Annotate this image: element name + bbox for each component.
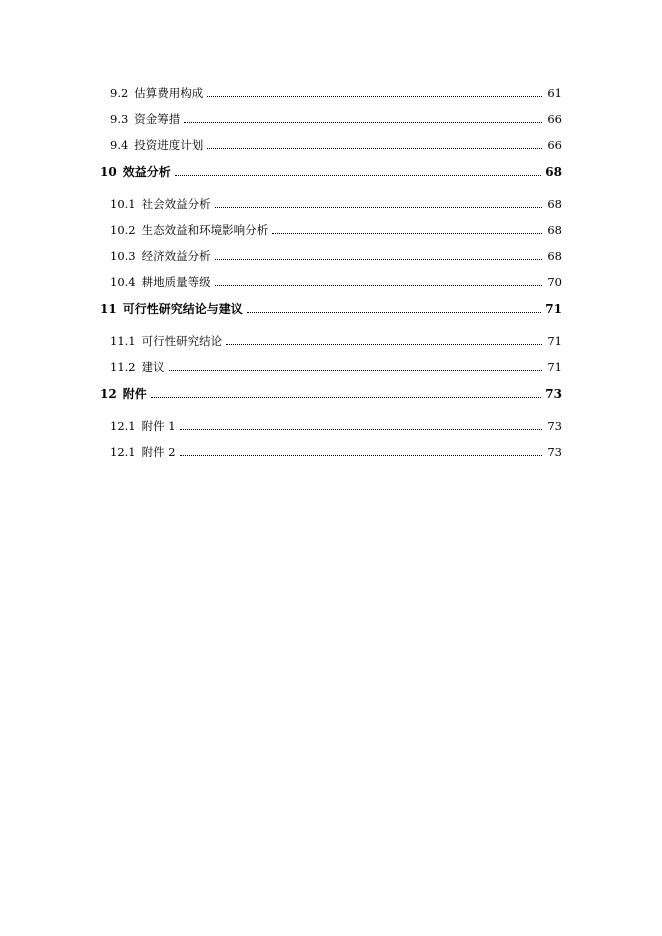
toc-entry-page: 71 xyxy=(547,360,562,374)
toc-chapter-11[interactable] xyxy=(100,296,562,316)
toc-entry-page: 68 xyxy=(547,249,562,263)
toc-entry-page: 73 xyxy=(547,419,562,433)
toc-dot-leader xyxy=(215,285,542,286)
toc-entry-page: 61 xyxy=(547,86,562,100)
toc-chapter-number: 11 xyxy=(100,302,117,316)
toc-dot-leader xyxy=(151,397,542,398)
toc-entry-title: 附件 1 xyxy=(141,419,176,433)
toc-chapter-12[interactable] xyxy=(100,381,562,401)
toc-chapter-title: 附件 xyxy=(122,387,147,401)
toc-dot-leader xyxy=(226,344,542,345)
toc-entry-page: 66 xyxy=(547,138,562,152)
toc-entry-12-1-a[interactable] xyxy=(100,413,562,433)
toc-entry-page: 71 xyxy=(547,334,562,348)
toc-entry-title: 经济效益分析 xyxy=(141,249,211,263)
toc-entry-12-1-b[interactable] xyxy=(100,439,562,459)
toc-dot-leader xyxy=(180,429,542,430)
toc-entry-page: 68 xyxy=(547,197,562,211)
toc-entry-page: 68 xyxy=(547,223,562,237)
toc-entry-10-1[interactable] xyxy=(100,191,562,211)
toc-dot-leader xyxy=(175,175,542,176)
toc-entry-number: 11.1 xyxy=(110,334,136,348)
toc-dot-leader xyxy=(207,148,542,149)
toc-dot-leader xyxy=(169,370,542,371)
toc-entry-number: 11.2 xyxy=(110,360,136,374)
toc-entry-page: 66 xyxy=(547,112,562,126)
toc-entry-title: 生态效益和环境影响分析 xyxy=(141,223,269,237)
toc-dot-leader xyxy=(180,455,542,456)
toc-entry-number: 9.4 xyxy=(110,138,129,152)
toc-chapter-number: 10 xyxy=(100,165,117,179)
toc-dot-leader xyxy=(184,122,542,123)
toc-entry-number: 12.1 xyxy=(110,445,136,459)
toc-entry-title: 估算费用构成 xyxy=(134,86,204,100)
toc-entry-number: 12.1 xyxy=(110,419,136,433)
toc-dot-leader xyxy=(215,207,542,208)
toc-chapter-10[interactable] xyxy=(100,159,562,179)
toc-chapter-title: 效益分析 xyxy=(122,165,171,179)
toc-entry-title: 资金筹措 xyxy=(134,112,181,126)
toc-dot-leader xyxy=(272,233,542,234)
toc-dot-leader xyxy=(247,312,542,313)
toc-entry-10-4[interactable] xyxy=(100,269,562,289)
toc-chapter-title: 可行性研究结论与建议 xyxy=(122,302,243,316)
toc-entry-11-2[interactable] xyxy=(100,354,562,374)
toc-entry-11-1[interactable] xyxy=(100,328,562,348)
toc-chapter-number: 12 xyxy=(100,387,117,401)
toc-entry-title: 建议 xyxy=(141,360,165,374)
toc-entry-title: 耕地质量等级 xyxy=(141,275,211,289)
table-of-contents xyxy=(100,80,562,465)
toc-chapter-page: 71 xyxy=(545,302,562,316)
toc-entry-title: 可行性研究结论 xyxy=(141,334,223,348)
toc-entry-9-3[interactable] xyxy=(100,106,562,126)
toc-entry-number: 10.3 xyxy=(110,249,136,263)
toc-entry-page: 73 xyxy=(547,445,562,459)
toc-dot-leader xyxy=(207,96,542,97)
toc-dot-leader xyxy=(215,259,542,260)
toc-entry-number: 10.2 xyxy=(110,223,136,237)
toc-entry-number: 10.4 xyxy=(110,275,136,289)
toc-entry-title: 投资进度计划 xyxy=(134,138,204,152)
toc-entry-page: 70 xyxy=(547,275,562,289)
toc-entry-title: 社会效益分析 xyxy=(141,197,211,211)
toc-entry-10-2[interactable] xyxy=(100,217,562,237)
toc-entry-number: 10.1 xyxy=(110,197,136,211)
toc-entry-9-4[interactable] xyxy=(100,132,562,152)
toc-entry-9-2[interactable] xyxy=(100,80,562,100)
toc-entry-title: 附件 2 xyxy=(141,445,176,459)
toc-chapter-page: 68 xyxy=(545,165,562,179)
toc-entry-10-3[interactable] xyxy=(100,243,562,263)
toc-entry-number: 9.3 xyxy=(110,112,129,126)
toc-entry-number: 9.2 xyxy=(110,86,129,100)
toc-chapter-page: 73 xyxy=(545,387,562,401)
